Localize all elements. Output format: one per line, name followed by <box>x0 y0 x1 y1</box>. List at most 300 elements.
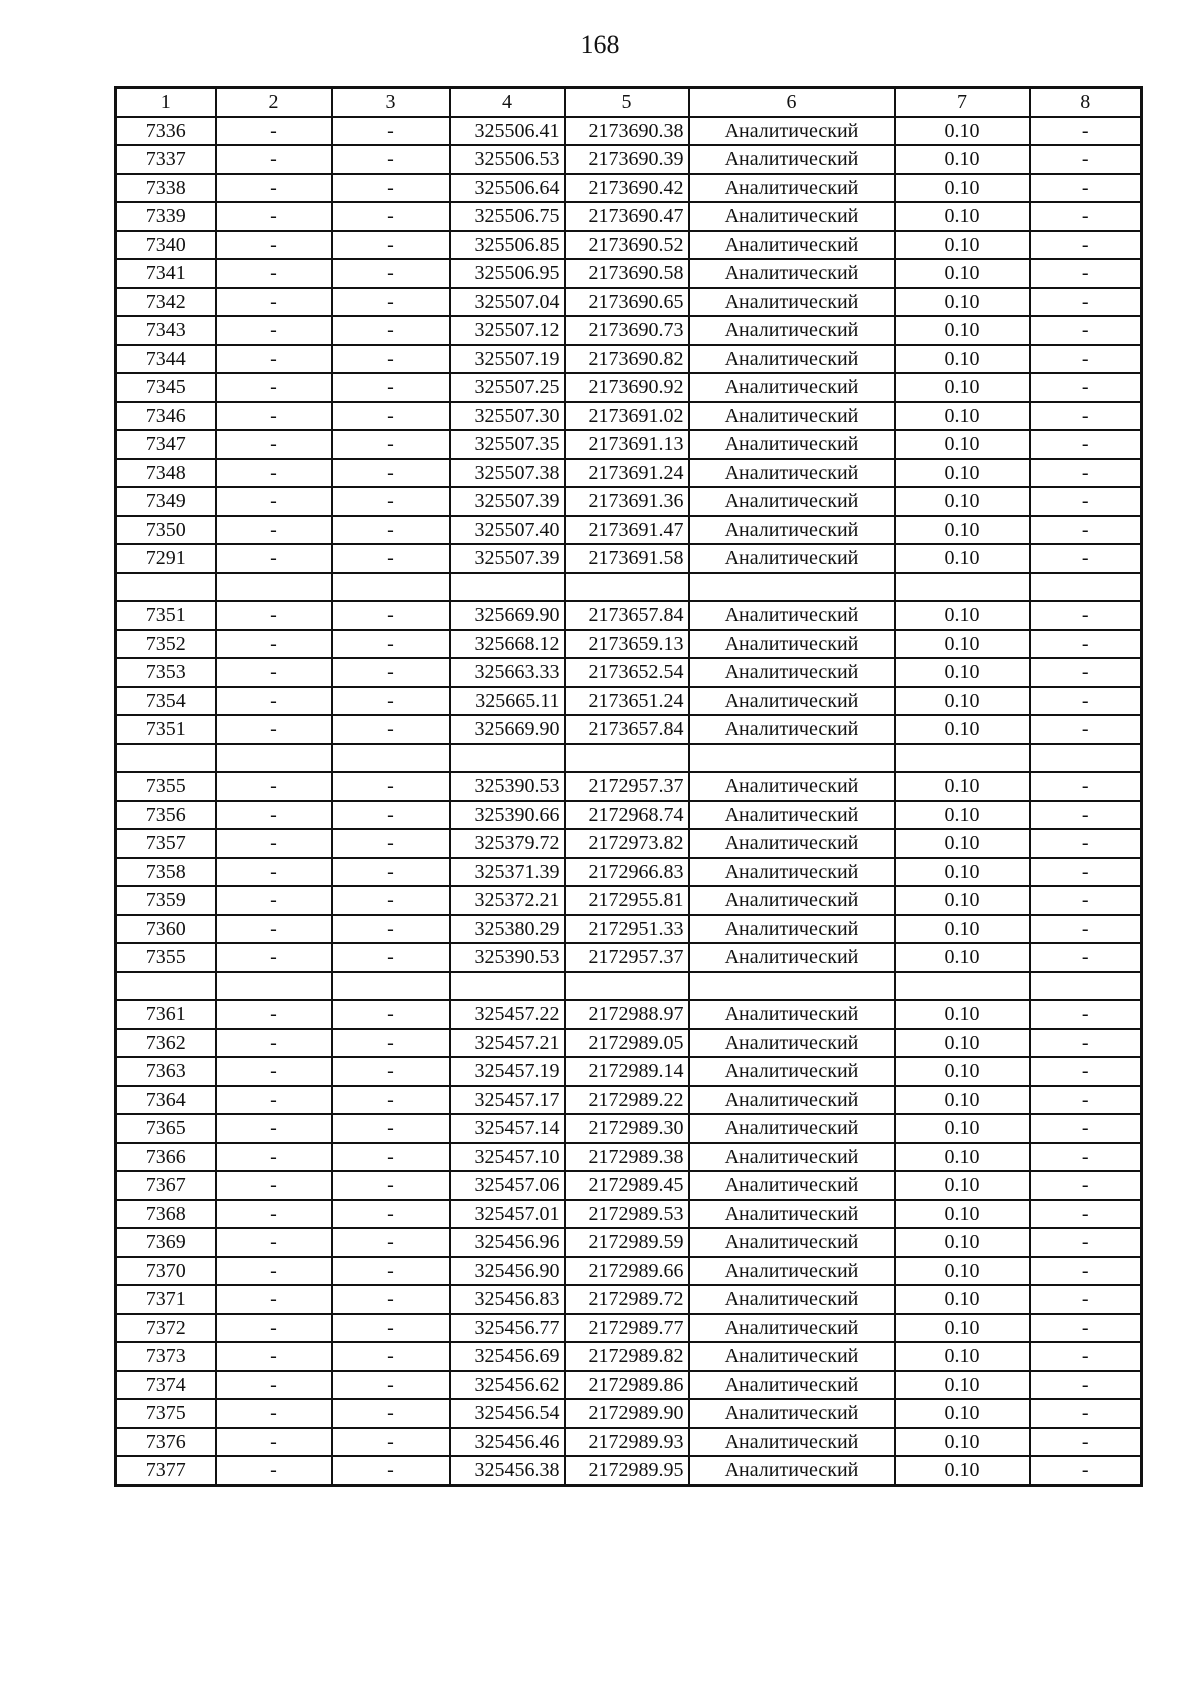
table-cell: Аналитический <box>689 858 895 887</box>
table-cell: 325457.22 <box>450 1000 565 1029</box>
table-cell: - <box>216 858 332 887</box>
table-cell: 0.10 <box>895 1029 1030 1058</box>
table-cell: - <box>1030 658 1142 687</box>
table-row <box>116 943 1142 972</box>
table-cell: 2173690.47 <box>565 202 689 231</box>
table-cell: Аналитический <box>689 430 895 459</box>
table-cell: 0.10 <box>895 1371 1030 1400</box>
table-cell: 325507.30 <box>450 402 565 431</box>
table-cell: 7343 <box>116 316 216 345</box>
table-cell: 2173690.92 <box>565 373 689 402</box>
column-header: 1 <box>116 88 216 117</box>
table-cell: 2172957.37 <box>565 772 689 801</box>
table-cell: 0.10 <box>895 1342 1030 1371</box>
table-cell: 0.10 <box>895 858 1030 887</box>
table-cell: 325457.17 <box>450 1086 565 1115</box>
table-cell: 2172989.30 <box>565 1114 689 1143</box>
table-row <box>116 829 1142 858</box>
table-cell <box>450 972 565 1001</box>
table-cell: - <box>332 601 450 630</box>
table-cell: 2173690.52 <box>565 231 689 260</box>
table-cell <box>116 972 216 1001</box>
table-row <box>116 430 1142 459</box>
table-cell: 325506.75 <box>450 202 565 231</box>
table-cell: 325456.90 <box>450 1257 565 1286</box>
table-cell: - <box>332 1428 450 1457</box>
table-cell: 7349 <box>116 487 216 516</box>
table-cell: 2172989.93 <box>565 1428 689 1457</box>
table-cell: - <box>332 1399 450 1428</box>
table-cell: - <box>216 202 332 231</box>
table-cell: 7358 <box>116 858 216 887</box>
table-cell: Аналитический <box>689 715 895 744</box>
table-cell: 7339 <box>116 202 216 231</box>
table-cell: Аналитический <box>689 202 895 231</box>
table-cell: Аналитический <box>689 915 895 944</box>
table-cell: - <box>332 915 450 944</box>
table-cell: 0.10 <box>895 687 1030 716</box>
table-cell: Аналитический <box>689 1257 895 1286</box>
table-cell: 2172957.37 <box>565 943 689 972</box>
column-header: 4 <box>450 88 565 117</box>
table-cell: Аналитический <box>689 943 895 972</box>
table-cell: 325506.53 <box>450 145 565 174</box>
table-cell: Аналитический <box>689 288 895 317</box>
table-cell: 2173690.42 <box>565 174 689 203</box>
page-number: 168 <box>580 30 620 59</box>
table-cell: - <box>216 1029 332 1058</box>
table-cell: 0.10 <box>895 601 1030 630</box>
table-row <box>116 259 1142 288</box>
table-body <box>116 117 1142 1486</box>
table-cell <box>1030 573 1142 602</box>
table-cell: - <box>216 345 332 374</box>
table-cell: - <box>332 658 450 687</box>
table-row <box>116 715 1142 744</box>
table-cell: Аналитический <box>689 801 895 830</box>
table-cell: 2172989.45 <box>565 1171 689 1200</box>
table-cell: - <box>332 1314 450 1343</box>
table-cell: 2173657.84 <box>565 601 689 630</box>
table-cell: - <box>332 174 450 203</box>
table-cell: 0.10 <box>895 487 1030 516</box>
table-row <box>116 288 1142 317</box>
table-cell: 0.10 <box>895 801 1030 830</box>
table-cell: 2173652.54 <box>565 658 689 687</box>
table-cell: 7341 <box>116 259 216 288</box>
table-cell: 325665.11 <box>450 687 565 716</box>
table-cell: - <box>216 544 332 573</box>
table-cell: 7365 <box>116 1114 216 1143</box>
table-row <box>116 1143 1142 1172</box>
table-cell: Аналитический <box>689 658 895 687</box>
table-cell <box>332 744 450 773</box>
table-cell: Аналитический <box>689 1428 895 1457</box>
table-cell: - <box>1030 259 1142 288</box>
table-cell <box>332 972 450 1001</box>
table-cell: - <box>1030 459 1142 488</box>
table-cell: 2173691.36 <box>565 487 689 516</box>
table-row <box>116 487 1142 516</box>
table-row <box>116 858 1142 887</box>
table-cell: 2173690.38 <box>565 117 689 146</box>
table-cell: - <box>216 943 332 972</box>
table-cell: 325663.33 <box>450 658 565 687</box>
table-cell: - <box>216 687 332 716</box>
table-row <box>116 1456 1142 1485</box>
table-cell: 7371 <box>116 1285 216 1314</box>
table-cell: 0.10 <box>895 658 1030 687</box>
table-cell: 325390.66 <box>450 801 565 830</box>
table-row <box>116 1285 1142 1314</box>
table-cell: 2172966.83 <box>565 858 689 887</box>
table-cell: 2173690.39 <box>565 145 689 174</box>
table-row <box>116 1314 1142 1343</box>
table-cell: 2172989.38 <box>565 1143 689 1172</box>
table-cell: 7336 <box>116 117 216 146</box>
table-cell: Аналитический <box>689 687 895 716</box>
table-cell: 2172951.33 <box>565 915 689 944</box>
table-cell: 2172989.82 <box>565 1342 689 1371</box>
table-cell: 2173691.02 <box>565 402 689 431</box>
table-cell: 0.10 <box>895 402 1030 431</box>
table-cell: - <box>216 402 332 431</box>
table-cell: - <box>332 715 450 744</box>
table-cell <box>450 744 565 773</box>
table-cell: 0.10 <box>895 1171 1030 1200</box>
table-cell: 0.10 <box>895 715 1030 744</box>
table-cell: - <box>332 687 450 716</box>
table-cell: - <box>216 658 332 687</box>
table-cell <box>895 573 1030 602</box>
table-cell: 325456.96 <box>450 1228 565 1257</box>
table-cell: Аналитический <box>689 1285 895 1314</box>
table-cell: - <box>216 601 332 630</box>
table-row <box>116 1428 1142 1457</box>
table-cell: 0.10 <box>895 231 1030 260</box>
table-cell: 7372 <box>116 1314 216 1343</box>
table-cell: 7361 <box>116 1000 216 1029</box>
table-cell: 325456.54 <box>450 1399 565 1428</box>
table-cell: Аналитический <box>689 402 895 431</box>
table-cell: 325669.90 <box>450 715 565 744</box>
table-cell: 2173690.58 <box>565 259 689 288</box>
table-cell: - <box>216 117 332 146</box>
table-cell <box>116 744 216 773</box>
table-cell: 2172989.22 <box>565 1086 689 1115</box>
table-cell: - <box>1030 117 1142 146</box>
table-cell: 0.10 <box>895 259 1030 288</box>
table-cell <box>565 744 689 773</box>
table-cell: Аналитический <box>689 1057 895 1086</box>
table-cell <box>1030 972 1142 1001</box>
table-cell: - <box>332 1057 450 1086</box>
table-cell: - <box>1030 886 1142 915</box>
table-cell <box>216 744 332 773</box>
table-cell: 7352 <box>116 630 216 659</box>
table-cell: 2173657.84 <box>565 715 689 744</box>
table-cell: 7363 <box>116 1057 216 1086</box>
table-cell: - <box>216 1399 332 1428</box>
table-cell: - <box>1030 1285 1142 1314</box>
table-cell: 7366 <box>116 1143 216 1172</box>
table-row <box>116 145 1142 174</box>
table-row <box>116 1342 1142 1371</box>
table-row <box>116 1000 1142 1029</box>
table-cell: - <box>1030 231 1142 260</box>
table-cell: - <box>332 1029 450 1058</box>
table-cell: 7376 <box>116 1428 216 1457</box>
table-row <box>116 601 1142 630</box>
table-cell: 325456.77 <box>450 1314 565 1343</box>
table-cell: 7340 <box>116 231 216 260</box>
table-cell: 2173691.13 <box>565 430 689 459</box>
table-cell: 2173690.73 <box>565 316 689 345</box>
table-cell: 2173691.47 <box>565 516 689 545</box>
table-row <box>116 658 1142 687</box>
table-cell: Аналитический <box>689 145 895 174</box>
table-cell: 0.10 <box>895 943 1030 972</box>
table-cell: Аналитический <box>689 544 895 573</box>
table-cell: - <box>216 1314 332 1343</box>
table-cell: Аналитический <box>689 487 895 516</box>
table-cell: 325507.25 <box>450 373 565 402</box>
table-cell: 7351 <box>116 715 216 744</box>
table-cell: 0.10 <box>895 1114 1030 1143</box>
table-cell: 0.10 <box>895 345 1030 374</box>
column-header: 2 <box>216 88 332 117</box>
table-row <box>116 345 1142 374</box>
table-cell: 0.10 <box>895 1086 1030 1115</box>
table-cell: - <box>332 288 450 317</box>
table-cell: 0.10 <box>895 915 1030 944</box>
table-cell: Аналитический <box>689 1114 895 1143</box>
table-header-row <box>116 88 1142 117</box>
table-cell: - <box>216 1171 332 1200</box>
table-row <box>116 117 1142 146</box>
table-cell: - <box>1030 1342 1142 1371</box>
table-cell: - <box>216 715 332 744</box>
table-cell: 325507.39 <box>450 544 565 573</box>
table-cell: Аналитический <box>689 1228 895 1257</box>
table-cell: 7342 <box>116 288 216 317</box>
table-cell: 2173651.24 <box>565 687 689 716</box>
table-cell: 325507.35 <box>450 430 565 459</box>
table-cell: - <box>1030 1000 1142 1029</box>
table-cell: 325669.90 <box>450 601 565 630</box>
table-cell: - <box>332 345 450 374</box>
table-cell: 0.10 <box>895 1399 1030 1428</box>
table-cell: 2172989.77 <box>565 1314 689 1343</box>
table-row <box>116 459 1142 488</box>
table-cell: 0.10 <box>895 117 1030 146</box>
table-cell: 325457.19 <box>450 1057 565 1086</box>
table-cell: 2172989.95 <box>565 1456 689 1485</box>
table-cell <box>895 972 1030 1001</box>
table-cell: - <box>1030 345 1142 374</box>
table-cell: 7356 <box>116 801 216 830</box>
table-cell: 325372.21 <box>450 886 565 915</box>
table-cell: 0.10 <box>895 1314 1030 1343</box>
table-row <box>116 202 1142 231</box>
table-cell: Аналитический <box>689 516 895 545</box>
table-cell <box>450 573 565 602</box>
table-cell: 2172989.05 <box>565 1029 689 1058</box>
table-cell: - <box>216 1371 332 1400</box>
table-cell: - <box>1030 858 1142 887</box>
table-cell <box>116 573 216 602</box>
table-cell: Аналитический <box>689 316 895 345</box>
table-cell: 2172968.74 <box>565 801 689 830</box>
table-cell: - <box>1030 145 1142 174</box>
table-cell: 325457.21 <box>450 1029 565 1058</box>
table-cell: - <box>216 174 332 203</box>
table-cell: - <box>332 772 450 801</box>
table-cell: 2173690.82 <box>565 345 689 374</box>
table-cell: 2173691.58 <box>565 544 689 573</box>
table-row <box>116 1228 1142 1257</box>
table-cell: - <box>1030 1171 1142 1200</box>
table-row <box>116 1114 1142 1143</box>
table-cell: - <box>216 1086 332 1115</box>
table-cell <box>1030 744 1142 773</box>
table-cell: Аналитический <box>689 259 895 288</box>
table-row <box>116 402 1142 431</box>
table-cell: - <box>1030 316 1142 345</box>
table-cell: - <box>332 886 450 915</box>
table-cell: 325507.40 <box>450 516 565 545</box>
table-cell: 7344 <box>116 345 216 374</box>
table-cell: - <box>1030 943 1142 972</box>
column-header: 3 <box>332 88 450 117</box>
table-row <box>116 886 1142 915</box>
table-cell: 2172989.14 <box>565 1057 689 1086</box>
table-cell: - <box>216 459 332 488</box>
table-cell: 325506.85 <box>450 231 565 260</box>
table-cell: 2173691.24 <box>565 459 689 488</box>
table-cell: 325457.01 <box>450 1200 565 1229</box>
table-cell: 0.10 <box>895 145 1030 174</box>
table-cell: 7353 <box>116 658 216 687</box>
coordinates-table <box>114 86 1143 1487</box>
table-cell: 0.10 <box>895 430 1030 459</box>
table-cell: - <box>1030 1257 1142 1286</box>
table-cell: 2173659.13 <box>565 630 689 659</box>
table-cell: - <box>332 1086 450 1115</box>
table-cell: 7347 <box>116 430 216 459</box>
table-cell: Аналитический <box>689 1171 895 1200</box>
table-cell: - <box>216 1000 332 1029</box>
table-cell: 325506.64 <box>450 174 565 203</box>
table-cell: - <box>1030 373 1142 402</box>
table-cell: Аналитический <box>689 1143 895 1172</box>
table-cell: 325507.39 <box>450 487 565 516</box>
table-cell <box>216 573 332 602</box>
table-cell: Аналитический <box>689 459 895 488</box>
table-row <box>116 1086 1142 1115</box>
table-cell: 2173690.65 <box>565 288 689 317</box>
table-cell: - <box>1030 1428 1142 1457</box>
table-cell: 7338 <box>116 174 216 203</box>
table-cell: - <box>1030 1399 1142 1428</box>
column-header: 7 <box>895 88 1030 117</box>
table-cell: - <box>1030 801 1142 830</box>
table-cell: - <box>1030 1086 1142 1115</box>
table-cell: 7345 <box>116 373 216 402</box>
table-cell: - <box>332 259 450 288</box>
table-cell: - <box>216 915 332 944</box>
table-cell: 7373 <box>116 1342 216 1371</box>
table-cell: - <box>332 544 450 573</box>
table-cell: - <box>216 288 332 317</box>
table-cell: - <box>332 630 450 659</box>
table-cell: - <box>1030 1200 1142 1229</box>
table-cell: - <box>1030 687 1142 716</box>
table-cell: - <box>1030 601 1142 630</box>
table-cell: 7375 <box>116 1399 216 1428</box>
table-cell: 325456.83 <box>450 1285 565 1314</box>
table-row <box>116 687 1142 716</box>
table-cell: 0.10 <box>895 1428 1030 1457</box>
table-cell: - <box>1030 1456 1142 1485</box>
table-cell: - <box>1030 630 1142 659</box>
table-cell: - <box>332 516 450 545</box>
table-cell: Аналитический <box>689 1000 895 1029</box>
table-cell: - <box>1030 430 1142 459</box>
table-cell <box>689 972 895 1001</box>
table-cell: - <box>216 886 332 915</box>
table-cell: 7291 <box>116 544 216 573</box>
table-cell: 7370 <box>116 1257 216 1286</box>
table-cell: - <box>1030 487 1142 516</box>
table-cell <box>216 972 332 1001</box>
table-cell: - <box>1030 1029 1142 1058</box>
table-cell: 325390.53 <box>450 943 565 972</box>
table-cell: 7359 <box>116 886 216 915</box>
table-row <box>116 573 1142 602</box>
table-cell: - <box>1030 1314 1142 1343</box>
table-cell: 7364 <box>116 1086 216 1115</box>
table-row <box>116 174 1142 203</box>
table-cell: 325507.04 <box>450 288 565 317</box>
table-cell: - <box>1030 516 1142 545</box>
table-cell: 325457.06 <box>450 1171 565 1200</box>
table-cell: - <box>332 801 450 830</box>
table-row <box>116 1257 1142 1286</box>
table-cell: Аналитический <box>689 1029 895 1058</box>
table-cell: Аналитический <box>689 829 895 858</box>
table-cell: Аналитический <box>689 1456 895 1485</box>
table-cell: - <box>216 1428 332 1457</box>
table-cell: - <box>1030 772 1142 801</box>
table-cell: - <box>216 1456 332 1485</box>
table-cell: 325390.53 <box>450 772 565 801</box>
table-cell: 0.10 <box>895 886 1030 915</box>
table-cell: 7368 <box>116 1200 216 1229</box>
table-cell: - <box>332 1171 450 1200</box>
table-cell <box>689 573 895 602</box>
table-cell: - <box>332 231 450 260</box>
table-cell: - <box>216 1200 332 1229</box>
table-cell: 325380.29 <box>450 915 565 944</box>
table-cell: - <box>216 772 332 801</box>
table-cell: - <box>216 1342 332 1371</box>
table-cell: 7348 <box>116 459 216 488</box>
table-cell: 7360 <box>116 915 216 944</box>
table-cell: Аналитический <box>689 174 895 203</box>
table-cell: 2172989.90 <box>565 1399 689 1428</box>
table-cell: - <box>1030 1057 1142 1086</box>
